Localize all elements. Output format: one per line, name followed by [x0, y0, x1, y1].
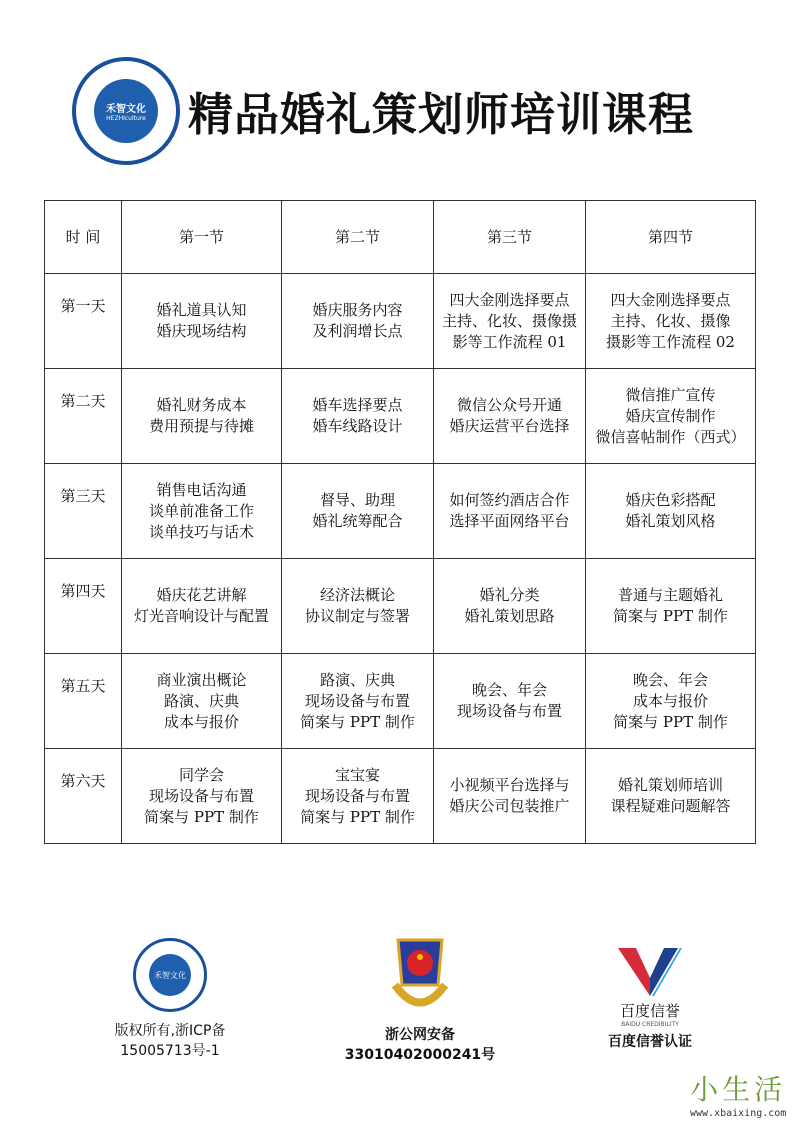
lesson-cell	[122, 369, 282, 464]
lesson-line: 现场设备与布置	[304, 691, 410, 710]
day-cell: 第二天	[45, 369, 122, 464]
lesson-line: 费用预提与待摊	[148, 417, 254, 435]
lesson-line: 四大金刚选择要点	[610, 290, 731, 309]
day-cell: 第三天	[45, 464, 122, 559]
page-title: 精品婚礼策划师培训课程	[188, 88, 695, 141]
lesson-line: 主持、化妆、摄像摄	[441, 311, 577, 330]
lesson-line: 简案与 PPT 制作	[144, 807, 259, 826]
lesson-line: 婚礼策划思路	[464, 607, 555, 625]
lesson-cell	[586, 369, 756, 464]
baidu-logo-text: 百度信誉	[619, 1002, 680, 1020]
lesson-line: 路演、庆典	[319, 670, 395, 689]
lesson-line: 成本与报价	[163, 712, 239, 731]
lesson-cell	[586, 749, 756, 844]
schedule-table	[44, 200, 756, 844]
lesson-line: 婚车线路设计	[312, 417, 403, 435]
lesson-line: 婚庆现场结构	[156, 322, 247, 340]
lesson-line: 微信公众号开通	[456, 396, 562, 414]
copyright-block	[80, 938, 260, 1060]
lesson-line: 简案与 PPT 制作	[613, 607, 728, 625]
lesson-cell	[282, 559, 434, 654]
lesson-line: 现场设备与布置	[304, 786, 410, 805]
table-row	[45, 559, 756, 654]
table-row	[45, 654, 756, 749]
lesson-cell	[586, 654, 756, 749]
seal-text: 禾智文化	[149, 954, 191, 996]
lesson-cell	[586, 464, 756, 559]
icp-text: 版权所有,浙ICP备15005713号-1	[114, 1023, 226, 1059]
lesson-line: 同学会	[178, 765, 224, 784]
lesson-line: 简案与 PPT 制作	[300, 807, 415, 826]
watermark-text: 小生活	[690, 1073, 787, 1106]
day-cell: 第五天	[45, 654, 122, 749]
police-text: 浙公网安备 33010402000241号	[344, 1027, 496, 1063]
lesson-cell	[434, 369, 586, 464]
day-cell: 第一天	[45, 274, 122, 369]
table-row	[45, 749, 756, 844]
lesson-line: 督导、助理	[319, 491, 395, 509]
lesson-cell	[586, 559, 756, 654]
lesson-line: 婚礼分类	[479, 586, 540, 604]
police-emblem-icon	[390, 935, 450, 1015]
lesson-line: 及利润增长点	[312, 322, 403, 340]
lesson-line: 晚会、年会	[471, 681, 547, 699]
lesson-line: 经济法概论	[319, 586, 395, 604]
baidu-block	[590, 948, 710, 1051]
lesson-line: 婚庆公司包装推广	[449, 797, 570, 815]
lesson-line: 婚礼策划师培训	[617, 776, 723, 794]
police-block	[325, 935, 515, 1064]
lesson-cell	[282, 654, 434, 749]
lesson-line: 宝宝宴	[334, 765, 380, 784]
lesson-cell	[282, 749, 434, 844]
lesson-cell	[434, 654, 586, 749]
lesson-cell	[122, 654, 282, 749]
column-header: 第三节	[434, 201, 586, 274]
column-header: 第二节	[282, 201, 434, 274]
lesson-line: 如何签约酒店合作	[449, 491, 570, 509]
lesson-line: 微信喜帖制作（西式）	[595, 427, 746, 446]
lesson-line: 摄影等工作流程 02	[606, 332, 735, 351]
column-header: 时 间	[45, 201, 122, 274]
lesson-line: 婚礼道具认知	[156, 301, 247, 319]
table-row	[45, 464, 756, 559]
column-header: 第四节	[586, 201, 756, 274]
lesson-line: 婚礼策划风格	[625, 512, 716, 530]
lesson-cell	[282, 464, 434, 559]
lesson-line: 简案与 PPT 制作	[613, 712, 728, 731]
lesson-line: 现场设备与布置	[456, 702, 562, 720]
lesson-line: 婚庆宣传制作	[625, 406, 716, 425]
lesson-line: 普通与主题婚礼	[617, 586, 723, 604]
baidu-v-icon	[618, 948, 682, 996]
lesson-cell	[434, 464, 586, 559]
day-cell: 第六天	[45, 749, 122, 844]
lesson-line: 商业演出概论	[156, 670, 247, 689]
lesson-line: 微信推广宣传	[625, 385, 716, 404]
lesson-line: 婚庆运营平台选择	[449, 417, 570, 435]
logo-text: 禾智文化	[106, 104, 146, 115]
lesson-line: 路演、庆典	[163, 691, 239, 710]
lesson-line: 销售电话沟通	[156, 480, 247, 499]
lesson-line: 谈单技巧与话术	[148, 522, 254, 541]
lesson-line: 晚会、年会	[632, 670, 708, 689]
lesson-line: 简案与 PPT 制作	[300, 712, 415, 731]
day-cell: 第四天	[45, 559, 122, 654]
company-seal	[133, 938, 207, 1012]
column-header: 第一节	[122, 201, 282, 274]
lesson-line: 谈单前准备工作	[148, 501, 254, 520]
lesson-cell	[122, 464, 282, 559]
watermark-url: www.xbaixing.com	[690, 1108, 787, 1119]
lesson-line: 选择平面网络平台	[449, 512, 570, 530]
lesson-line: 现场设备与布置	[148, 786, 254, 805]
baidu-en: BAIDU CREDIBILITY	[621, 1021, 679, 1028]
lesson-line: 婚礼统筹配合	[312, 512, 403, 530]
lesson-cell	[434, 274, 586, 369]
lesson-line: 协议制定与签署	[304, 607, 410, 625]
lesson-cell	[282, 369, 434, 464]
lesson-line: 课程疑难问题解答	[610, 797, 731, 815]
lesson-line: 小视频平台选择与	[449, 776, 570, 794]
lesson-cell	[122, 274, 282, 369]
table-row	[45, 274, 756, 369]
lesson-cell	[434, 559, 586, 654]
lesson-line: 成本与报价	[632, 691, 708, 710]
lesson-line: 影等工作流程 01	[452, 332, 567, 351]
watermark	[690, 1068, 786, 1119]
lesson-line: 婚庆服务内容	[312, 301, 403, 319]
lesson-line: 四大金刚选择要点	[449, 290, 570, 309]
company-logo	[72, 57, 180, 165]
lesson-line: 婚礼财务成本	[156, 396, 247, 414]
table-row	[45, 369, 756, 464]
lesson-cell	[282, 274, 434, 369]
lesson-line: 婚庆花艺讲解	[156, 586, 247, 604]
baidu-text: 百度信誉认证	[608, 1034, 692, 1050]
lesson-line: 主持、化妆、摄像	[610, 311, 731, 330]
lesson-cell	[122, 749, 282, 844]
logo-sub: HEZHIculture	[106, 115, 146, 122]
lesson-line: 灯光音响设计与配置	[133, 607, 269, 625]
lesson-cell	[434, 749, 586, 844]
lesson-cell	[586, 274, 756, 369]
lesson-line: 婚车选择要点	[312, 396, 403, 414]
lesson-line: 婚庆色彩搭配	[625, 491, 716, 509]
lesson-cell	[122, 559, 282, 654]
